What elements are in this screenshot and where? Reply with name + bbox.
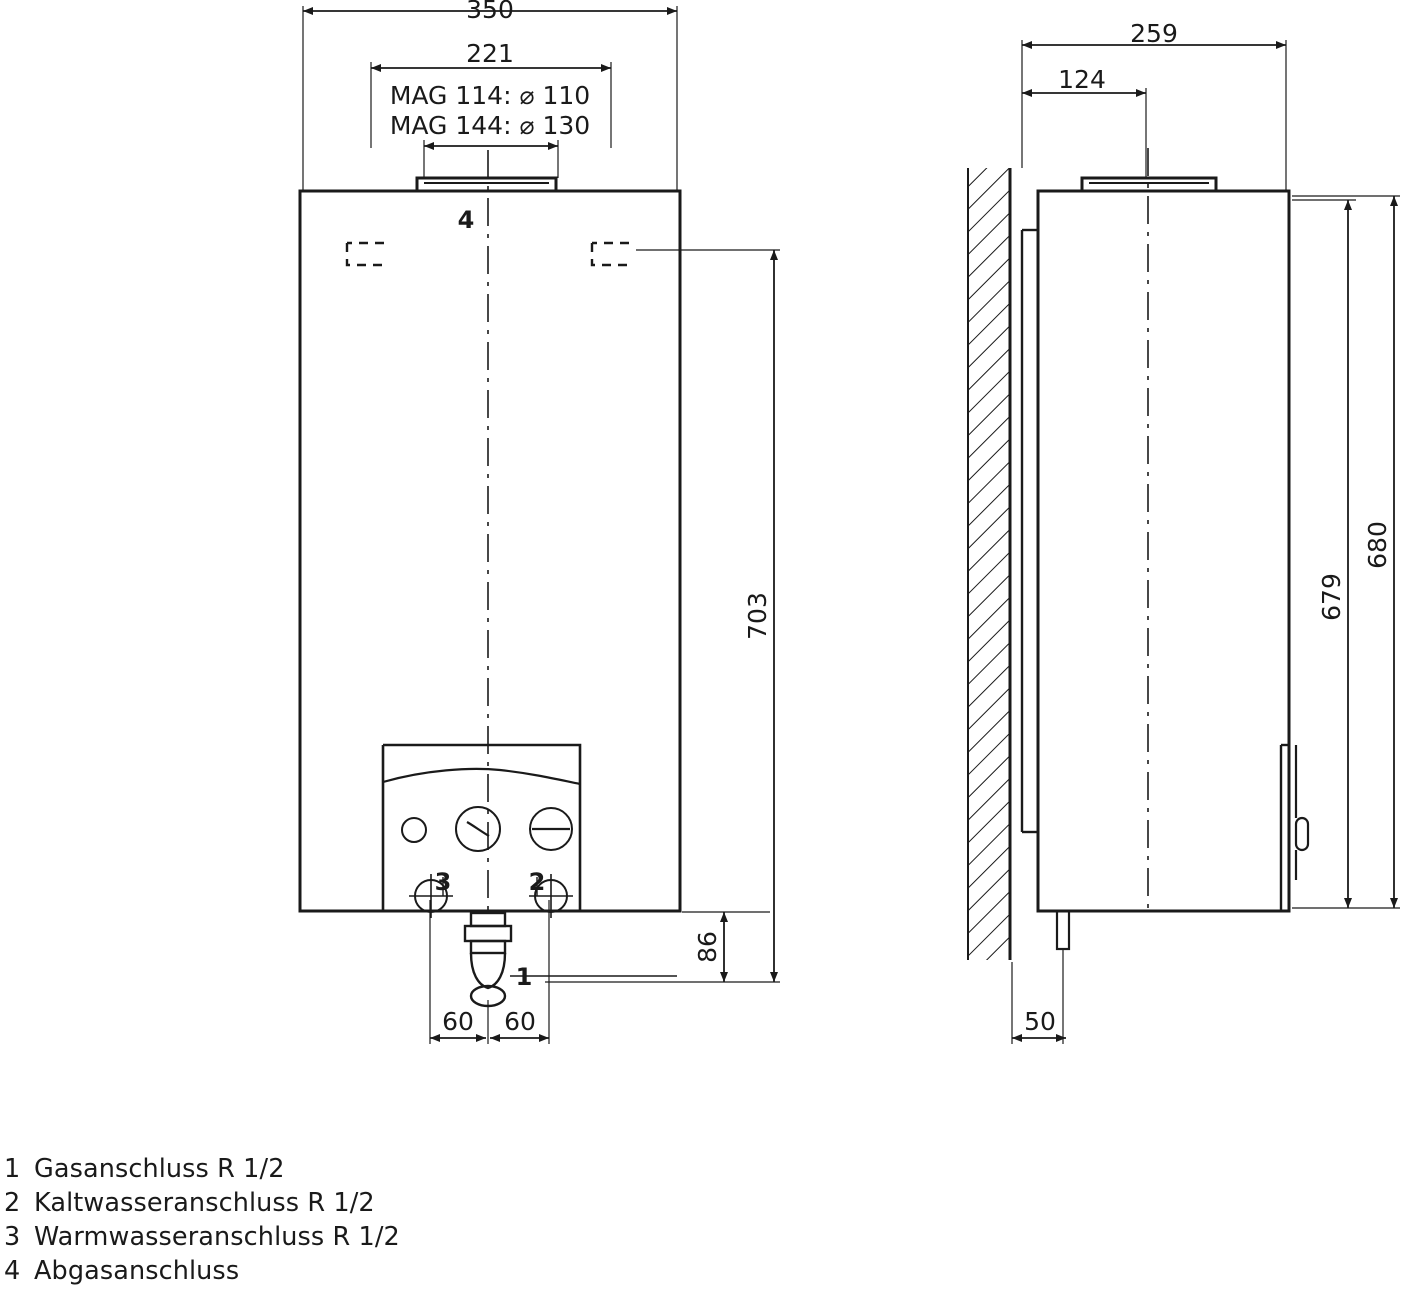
legend-item [4, 1186, 704, 1220]
legend-item-text: Warmwasseranschluss R 1/2 [34, 1222, 400, 1252]
legend-item [4, 1152, 704, 1186]
label-mag-144: MAG 144: ⌀ 130 [389, 111, 591, 140]
legend-item-text: Kaltwasseranschluss R 1/2 [34, 1188, 375, 1218]
callout-numbers [435, 206, 546, 991]
legend-item-text: Abgasanschluss [34, 1256, 240, 1286]
dim-side-height-680: 680 [1363, 521, 1392, 569]
dim-side-depth-259: 259 [1130, 19, 1178, 48]
callout-1: 1 [515, 963, 533, 991]
front-view-geometry [300, 150, 680, 1006]
legend-item-number: 4 [4, 1256, 21, 1286]
dim-front-height-703: 703 [743, 592, 772, 640]
legend-item-number: 3 [4, 1222, 21, 1252]
callout-4: 4 [457, 206, 475, 234]
legend-item-number: 1 [4, 1154, 21, 1184]
label-mag-114: MAG 114: ⌀ 110 [389, 81, 591, 110]
callout-2: 2 [528, 868, 546, 896]
dim-side-depth-124: 124 [1058, 65, 1106, 94]
dim-front-offset-left: 60 [442, 1007, 474, 1036]
dim-front-height-86: 86 [693, 931, 722, 963]
legend-item-text: Gasanschluss R 1/2 [34, 1154, 285, 1184]
legend [4, 1152, 704, 1288]
legend-item [4, 1254, 704, 1288]
dim-front-width: 350 [466, 0, 514, 24]
dim-front-flue-center: 221 [466, 39, 514, 68]
dim-side-offset-50: 50 [1024, 1007, 1056, 1036]
dim-side-height-679: 679 [1317, 573, 1346, 621]
dim-front-offset-right: 60 [504, 1007, 536, 1036]
legend-item [4, 1220, 704, 1254]
side-view-geometry [968, 148, 1308, 960]
legend-item-number: 2 [4, 1188, 21, 1218]
callout-3: 3 [434, 868, 452, 896]
